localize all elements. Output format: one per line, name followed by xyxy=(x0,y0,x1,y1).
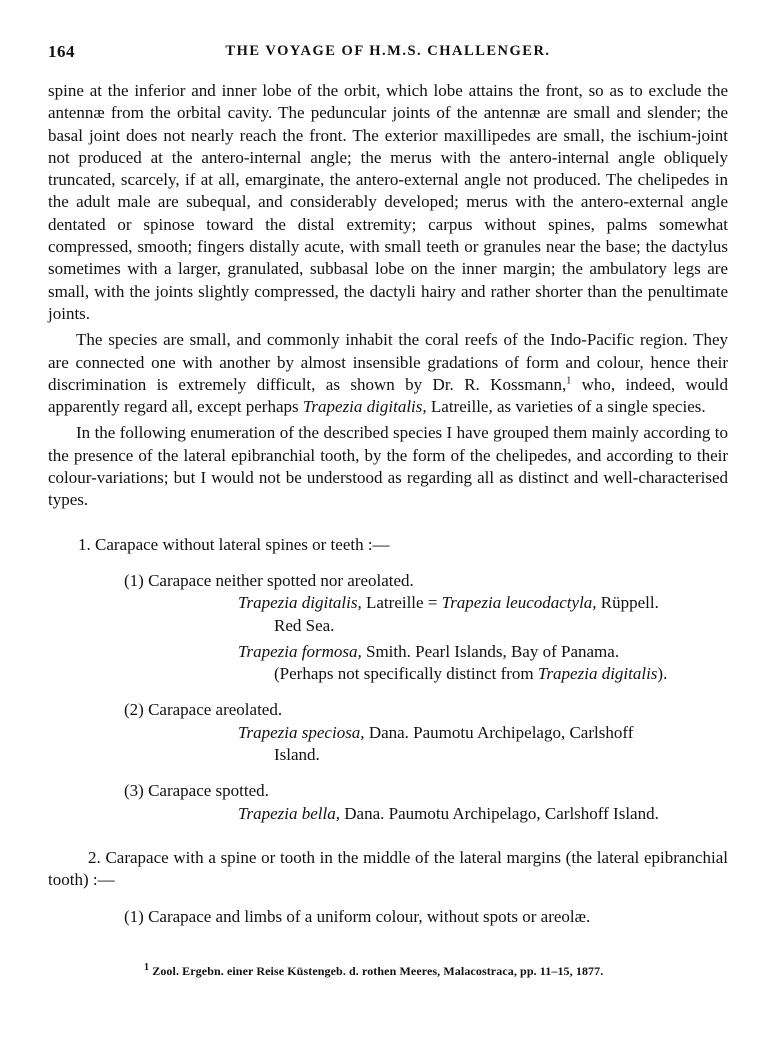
paragraph-enumeration-intro: In the following enumeration of the described species I have grouped them mainly according to the presence of the lateral epibranchial tooth, by the form of the chelipedes, and according to their colour-variations; but I would not be understood as regarding all as distinct and well-characterised types. xyxy=(48,423,728,510)
subgroup-heading: (3) Carapace spotted. xyxy=(124,781,269,801)
species-entry: Trapezia bella, Dana. Paumotu Archipelago, Carlshoff Island. xyxy=(238,803,659,823)
group-heading-2: 2. Carapace with a spine or tooth in the middle of the lateral margins (the lateral epibranchial tooth) :— xyxy=(48,847,728,890)
paragraph-species-overview: The species are small, and commonly inhabit the coral reefs of the Indo-Pacific region. They are connected one with another by almost insensible gradations of form and colour, hence their discrimination is extremely difficult, as shown by Dr. R. Kossmann,$^1$ who, indeed, would apparently regard all, except perhaps Trapezia digitalis, Latreille, as varieties of a single species. xyxy=(48,330,729,417)
subgroup-heading: (2) Carapace areolated. xyxy=(124,700,283,720)
body-text xyxy=(48,80,728,928)
group-heading-1: 1. Carapace without lateral spines or teeth :— xyxy=(78,534,390,554)
species-name: Trapezia digitalis, xyxy=(302,397,427,417)
footnote: $^1$ Zool. Ergebn. einer Reise Küstengeb. d. rothen Meeres, Malacostraca, pp. 11–15, 1877. xyxy=(144,962,604,978)
species-entry: Trapezia formosa, Smith. Pearl Islands, Bay of Panama. (Perhaps not specifically distinct from Trapezia digitalis). xyxy=(238,641,668,684)
paragraph-continuation: spine at the inferior and inner lobe of the orbit, which lobe attains the front, so as to exclude the antennæ from the orbital cavity. The peduncular joints of the antennæ are small and slender; the basal joint does not nearly reach the front. The exterior maxillipedes are small, the ischium-joint not produced at the antero-internal angle; the merus with the antero-internal angle obliquely truncated, scarcely, if at all, emarginate, the antero-external angle not produced. The chelipedes in the adult male are subequal, and considerably developed; merus with the antero-external angle dentated or spinose toward the distal extremity; carpus without spines, palms somewhat compressed, smooth; fingers distally acute, with small teeth or granules near the base; the dactylus sometimes with a larger, granulated, subbasal lobe on the inner margin; the ambulatory legs are small, with the joints slightly compressed, the dactyli hairy and rather shorter than the penultimate joints. xyxy=(48,81,728,323)
species-entry: Trapezia speciosa, Dana. Paumotu Archipelago, Carlshoff Island. xyxy=(238,722,634,765)
page-header xyxy=(48,42,728,64)
footnote-ref: 1 xyxy=(566,375,572,387)
species-entry: Trapezia digitalis, Latreille = Trapezia leucodactyla, Rüppell. Red Sea. xyxy=(238,593,659,635)
running-title: THE VOYAGE OF H.M.S. CHALLENGER. xyxy=(225,43,551,59)
page-number: 164 xyxy=(48,42,75,61)
subgroup-heading: (1) Carapace and limbs of a uniform colour, without spots or areolæ. xyxy=(124,906,591,926)
subgroup-heading: (1) Carapace neither spotted nor areolated. xyxy=(124,570,414,590)
footnote-mark: 1 xyxy=(144,962,150,973)
